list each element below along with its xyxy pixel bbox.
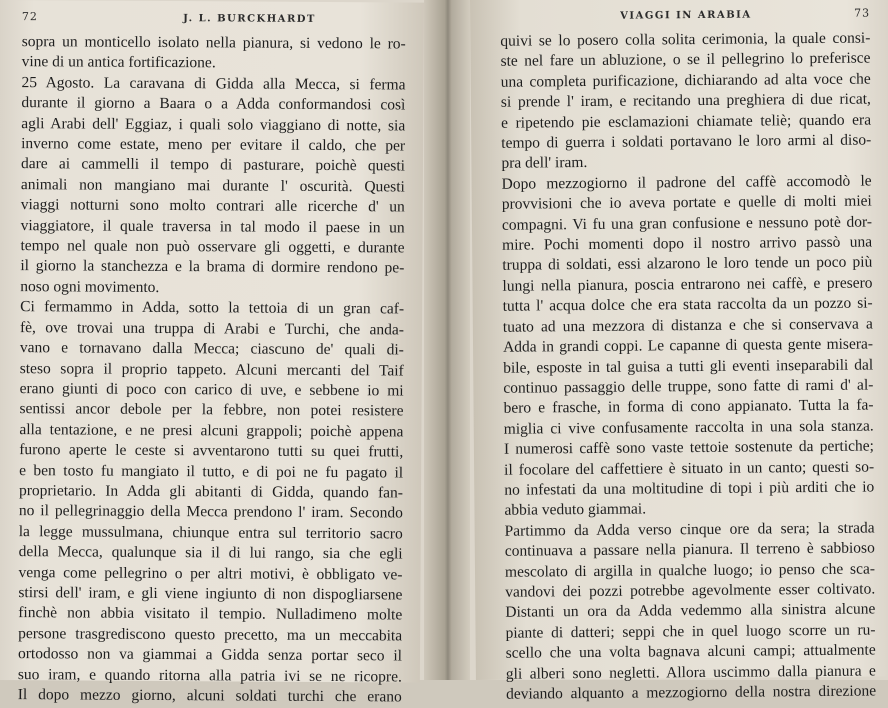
text-line: inverno come estate, meno per evitare il caldo, che per — [21, 135, 406, 155]
text-line: il giorno la stanchezza e la brama di dormire rendono pe- — [20, 257, 405, 277]
text-line: continuava a passare nella pianura. Il terreno è sabbioso — [504, 539, 875, 560]
text-line: truppa di soldati, essi alzarono le loro tende un poco più — [502, 253, 873, 275]
text-line: animali non mangiano mai durante l' oscurità. Questi — [20, 175, 405, 196]
text-line: tuato ad una mezzora di distanza e che si conservava a — [502, 315, 873, 336]
text-line: furono aperte le ceste si avventarono tutti su quei frutti, — [19, 441, 404, 461]
text-line: e ripetendo pie esclamazioni chiamate teliè; quando era — [500, 111, 872, 132]
text-line: agli Arabi dell' Eggiaz, i quali solo viaggiano di notte, sia — [21, 114, 406, 135]
text-line: Adda in grandi coppi. Le capanne di questa gente misera- — [502, 335, 874, 356]
text-line: Partimmo da Adda verso cinque ore da sera; la strada — [504, 519, 875, 540]
text-line: abbia veduto giammai. — [504, 500, 647, 520]
text-line: tempo di guerra i soldati portavano le loro armi al diso- — [501, 131, 872, 152]
text-line: e ben tosto fu mangiato il tutto, e di poi ne fu pagato il — [19, 461, 404, 482]
text-line: suo iram, e quando ritorna alla patria ivi se ne ricopre. — [17, 665, 402, 686]
text-line: Distanti un ora da Adda vedemmo alla sinistra alcune — [505, 600, 876, 622]
text-line: bero e frasche, in forma di cono appianato. Tutta la fa- — [503, 396, 874, 418]
left-page — [0, 0, 424, 706]
text-line: fè, ove trovai una truppa di Arabi e Turchi, che anda- — [19, 318, 405, 339]
text-line: no il pellegrinaggio della Mecca prendono l' iram. Secondo — [18, 502, 403, 522]
text-line: dare ai cammelli il tempo di pasturare, poichè questi — [20, 155, 406, 175]
text-line: 25 Agosto. La caravana di Gidda alla Mecca, si ferma — [21, 73, 406, 94]
text-line: ortodosso non va giammai a Gidda senza portar seco il — [17, 645, 403, 665]
text-line: il focolare del caffettiere è situato in un canto; questi so- — [504, 458, 875, 479]
running-head: J. L. BURCKHARDT — [183, 13, 316, 25]
right-page-header — [500, 7, 870, 28]
right-page-body — [500, 29, 876, 706]
text-line: no infestati da una moltitudine di topi i più arditi che io — [504, 478, 875, 499]
text-line: durante il giorno a Baara o a Adda conformandosi così — [21, 94, 406, 114]
text-line: erano giunti di poco con carico di uve, e sebbene io mi — [19, 380, 404, 400]
text-line: miglia ci vive confusamente raccolta in una sola stanza. — [503, 417, 874, 438]
text-line: mescolato di argilla in qualche luogo; io penso che sca- — [504, 560, 876, 581]
text-line: lungi nella pianura, poscia entrarono nei caffè, e presero — [502, 274, 873, 295]
text-line: piante di datteri; seppi che in quel luogo scorre un ru- — [505, 621, 876, 642]
running-head: VIAGGI IN ARABIA — [620, 9, 752, 22]
text-line: vine di un antica fortificazione. — [21, 53, 216, 72]
text-line: Ci fermammo in Adda, sotto la tettoia di un gran caf- — [20, 298, 405, 318]
text-line: viaggi notturni sono molto contrari alle ricerche d' un — [20, 196, 405, 216]
text-line: scello che una volta bagnava alcuni campi; attualmente — [505, 641, 876, 662]
text-line: gli alberi sono negletti. Allora uscimmo dalla pianura e — [505, 662, 876, 683]
text-line: finchè non abbia visitato il tempio. Nulladimeno molte — [18, 604, 403, 624]
text-line: deviando alquanto a mezzogiorno della nostra direzione — [505, 682, 877, 703]
text-line: pra dell' iram. — [501, 154, 588, 173]
text-line: mire. Pochi momenti dopo il nostro arrivo passò una — [502, 233, 873, 254]
text-line: noso ogni movimento. — [20, 278, 160, 296]
left-page-body — [18, 32, 406, 708]
text-line: quivi se lo posero colla solita cerimonia, la quale consi- — [500, 29, 871, 50]
text-line: compagni. Vi fu una gran confusione e nessuno potè dor- — [501, 213, 873, 234]
text-line: sentissi ancor debole per la febbre, non potei resistere — [19, 400, 404, 420]
right-page — [470, 0, 888, 703]
text-line: della Mecca, qualunque sia il di lui rango, sia che egli — [18, 543, 403, 563]
text-line: persone trasgrediscono questo precetto, ma un meccabita — [18, 624, 403, 645]
text-line: continuo passaggio delle truppe, sono fatte di rami d' al- — [503, 376, 874, 397]
text-line: steso sopra il proprio tappeto. Alcuni mercanti del Taif — [19, 359, 404, 379]
text-line: vano e tornavano dalla Mecca; ciascuno de' quali di- — [19, 339, 404, 359]
text-line: proprietario. In Adda gli abitanti di Gidda, quando fan- — [18, 482, 404, 502]
text-line: alla tentazione, e ne presi alcuni grappoli; poichè appena — [19, 420, 404, 441]
text-line: una completa purificazione, dichiarando ad alta voce che — [500, 70, 871, 91]
text-line: provvisioni che io aveva portate e quelle di molti miei — [501, 192, 872, 213]
text-line: venga come pellegrino o per altri motivi, è obbligato ve- — [18, 563, 403, 584]
text-line: bile, esposte in tal guisa a tutti gli eventi inseparabili dal — [503, 355, 874, 377]
book-gutter — [424, 0, 470, 680]
text-line: vandovi dei pozzi potrebbe agevolmente esser coltivato. — [505, 580, 876, 601]
text-line: ste nel fare un abluzione, o se il pellegrino lo preferisce — [500, 49, 871, 71]
text-line: sopra un monticello isolato nella pianura, si vedono le ro- — [21, 33, 406, 53]
text-line: la legge mussulmana, chiunque entra sul territorio sacro — [18, 522, 403, 543]
text-line: stirsi dell' iram, e gli viene ingiunto di non dispogliarsene — [18, 584, 403, 604]
left-page-header — [22, 10, 406, 30]
text-line: I numerosi caffè sono vaste tettoie sostenute da pertiche; — [503, 437, 874, 458]
text-line: Dopo mezzogiorno il padrone del caffè accomodò le — [501, 172, 872, 193]
text-line: tempo nel quale non può osservare gli oggetti, e durante — [20, 237, 405, 257]
text-line: tutta l' acqua dolce che era stata raccolta da un pozzo si- — [502, 294, 873, 316]
text-line: viaggiatore, il quale traversa in tal modo il paese in un — [20, 216, 405, 237]
page-number: 73 — [854, 6, 871, 20]
text-line: Il dopo mezzo giorno, alcuni soldati turchi che erano — [17, 686, 402, 706]
text-line: si prende l' iram, e recitando una preghiera di due ricat, — [500, 90, 871, 111]
page-number: 72 — [21, 10, 38, 24]
